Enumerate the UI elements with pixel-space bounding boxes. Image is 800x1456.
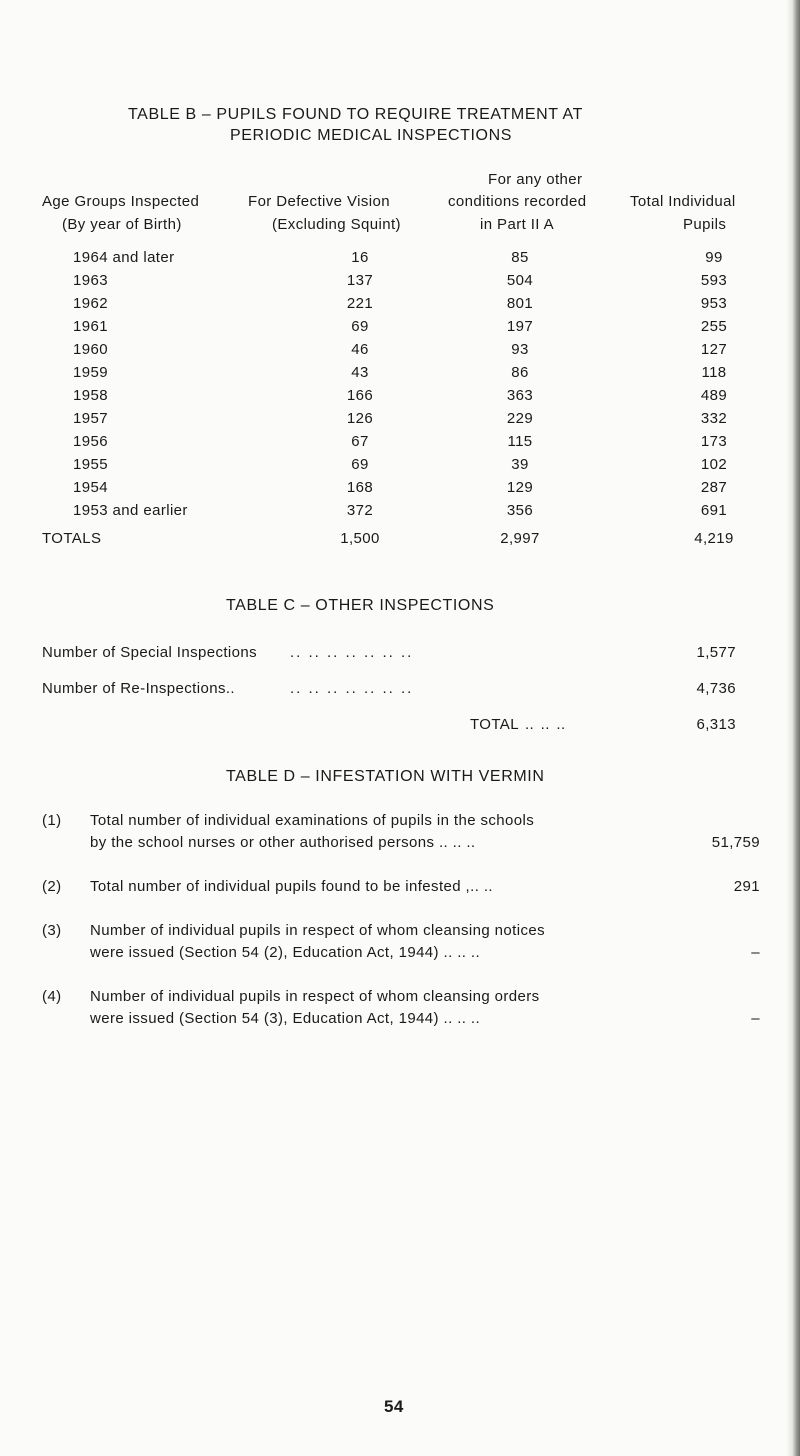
item-text-line2: were issued (Section 54 (3), Education Act, 1944) .. .. .. [90,1010,481,1027]
header-age-line1: Age Groups Inspected [42,193,200,210]
row-other: 86 [511,364,529,381]
row-year: 1959 [73,364,108,381]
item-value: 291 [733,878,760,895]
totals-total: 4,219 [694,530,734,547]
item-value: – [751,1010,760,1027]
row-year: 1962 [73,295,108,312]
item-value: – [751,944,760,961]
header-age-line2: (By year of Birth) [62,216,182,233]
row-total: 287 [700,479,728,496]
reinspections-label: Number of Re-Inspections.. [42,680,235,697]
row-year: 1954 [73,479,108,496]
row-total: 593 [700,272,728,289]
row-vision: 372 [346,502,374,519]
row-year: 1960 [73,341,108,358]
item-number: (1) [42,812,62,829]
item-number: (3) [42,922,62,939]
header-vision-line1: For Defective Vision [248,193,390,210]
row-vision: 221 [346,295,374,312]
row-total: 953 [700,295,728,312]
row-year: 1961 [73,318,108,335]
header-vision-line2: (Excluding Squint) [272,216,401,233]
special-inspections-label: Number of Special Inspections [42,644,258,661]
row-year: 1958 [73,387,108,404]
row-year: 1964 and later [73,249,175,266]
row-year: 1953 and earlier [73,502,188,519]
row-vision: 126 [346,410,374,427]
row-total: 255 [700,318,728,335]
item-number: (4) [42,988,62,1005]
row-vision: 168 [346,479,374,496]
row-total: 489 [700,387,728,404]
special-inspections-dots: .. .. .. .. .. .. .. [290,644,414,661]
header-other-line1: conditions recorded [448,193,587,210]
item-text-line2: by the school nurses or other authorised persons .. .. .. [90,834,476,851]
table-d-title: TABLE D – INFESTATION WITH VERMIN [226,768,545,785]
row-other: 129 [506,479,534,496]
row-vision: 16 [351,249,369,266]
header-other-line0: For any other [488,171,583,188]
page-number: 54 [384,1397,404,1416]
totals-label: TOTALS [42,530,102,547]
row-other: 801 [506,295,534,312]
reinspections-dots: .. .. .. .. .. .. .. [290,680,414,697]
row-total: 691 [700,502,728,519]
row-vision: 46 [351,341,369,358]
item-text-line2: were issued (Section 54 (2), Education Act, 1944) .. .. .. [90,944,481,961]
scanned-page-edge [786,0,800,1456]
item-value: 51,759 [711,834,760,851]
row-vision: 43 [351,364,369,381]
header-total-line1: Total Individual [630,193,736,210]
row-other: 197 [506,318,534,335]
row-other: 356 [506,502,534,519]
table-c-title: TABLE C – OTHER INSPECTIONS [226,597,495,614]
item-number: (2) [42,878,62,895]
item-text-line1: Number of individual pupils in respect of whom cleansing orders [90,988,540,1005]
row-vision: 137 [346,272,374,289]
row-total: 102 [700,456,728,473]
table-c-total-label: TOTAL .. .. .. [470,716,566,733]
item-text-line1: Total number of individual examinations of pupils in the schools [90,812,535,829]
row-total: 127 [700,341,728,358]
reinspections-value: 4,736 [696,680,736,697]
row-total: 332 [700,410,728,427]
table-b-title-line2: PERIODIC MEDICAL INSPECTIONS [230,127,513,144]
header-total-line2: Pupils [683,216,727,233]
row-other: 229 [506,410,534,427]
table-b-title-line1: TABLE B – PUPILS FOUND TO REQUIRE TREATMENT AT [128,106,583,123]
row-year: 1955 [73,456,108,473]
header-other-line2: in Part II A [480,216,554,233]
item-text-line1: Number of individual pupils in respect of whom cleansing notices [90,922,545,939]
item-text-line1: Total number of individual pupils found to be infested ,.. .. [90,878,493,895]
row-other: 363 [506,387,534,404]
row-year: 1956 [73,433,108,450]
special-inspections-value: 1,577 [696,644,736,661]
row-total: 173 [700,433,728,450]
row-year: 1957 [73,410,108,427]
table-c-total-value: 6,313 [696,716,736,733]
totals-other: 2,997 [500,530,540,547]
totals-vision: 1,500 [340,530,380,547]
row-vision: 69 [351,456,369,473]
row-vision: 67 [351,433,369,450]
row-year: 1963 [73,272,108,289]
row-other: 85 [511,249,529,266]
row-other: 39 [511,456,529,473]
row-other: 115 [507,433,533,450]
row-vision: 166 [346,387,374,404]
row-total: 99 [705,249,723,266]
row-other: 504 [506,272,534,289]
row-vision: 69 [351,318,369,335]
row-total: 118 [701,364,727,381]
row-other: 93 [511,341,529,358]
